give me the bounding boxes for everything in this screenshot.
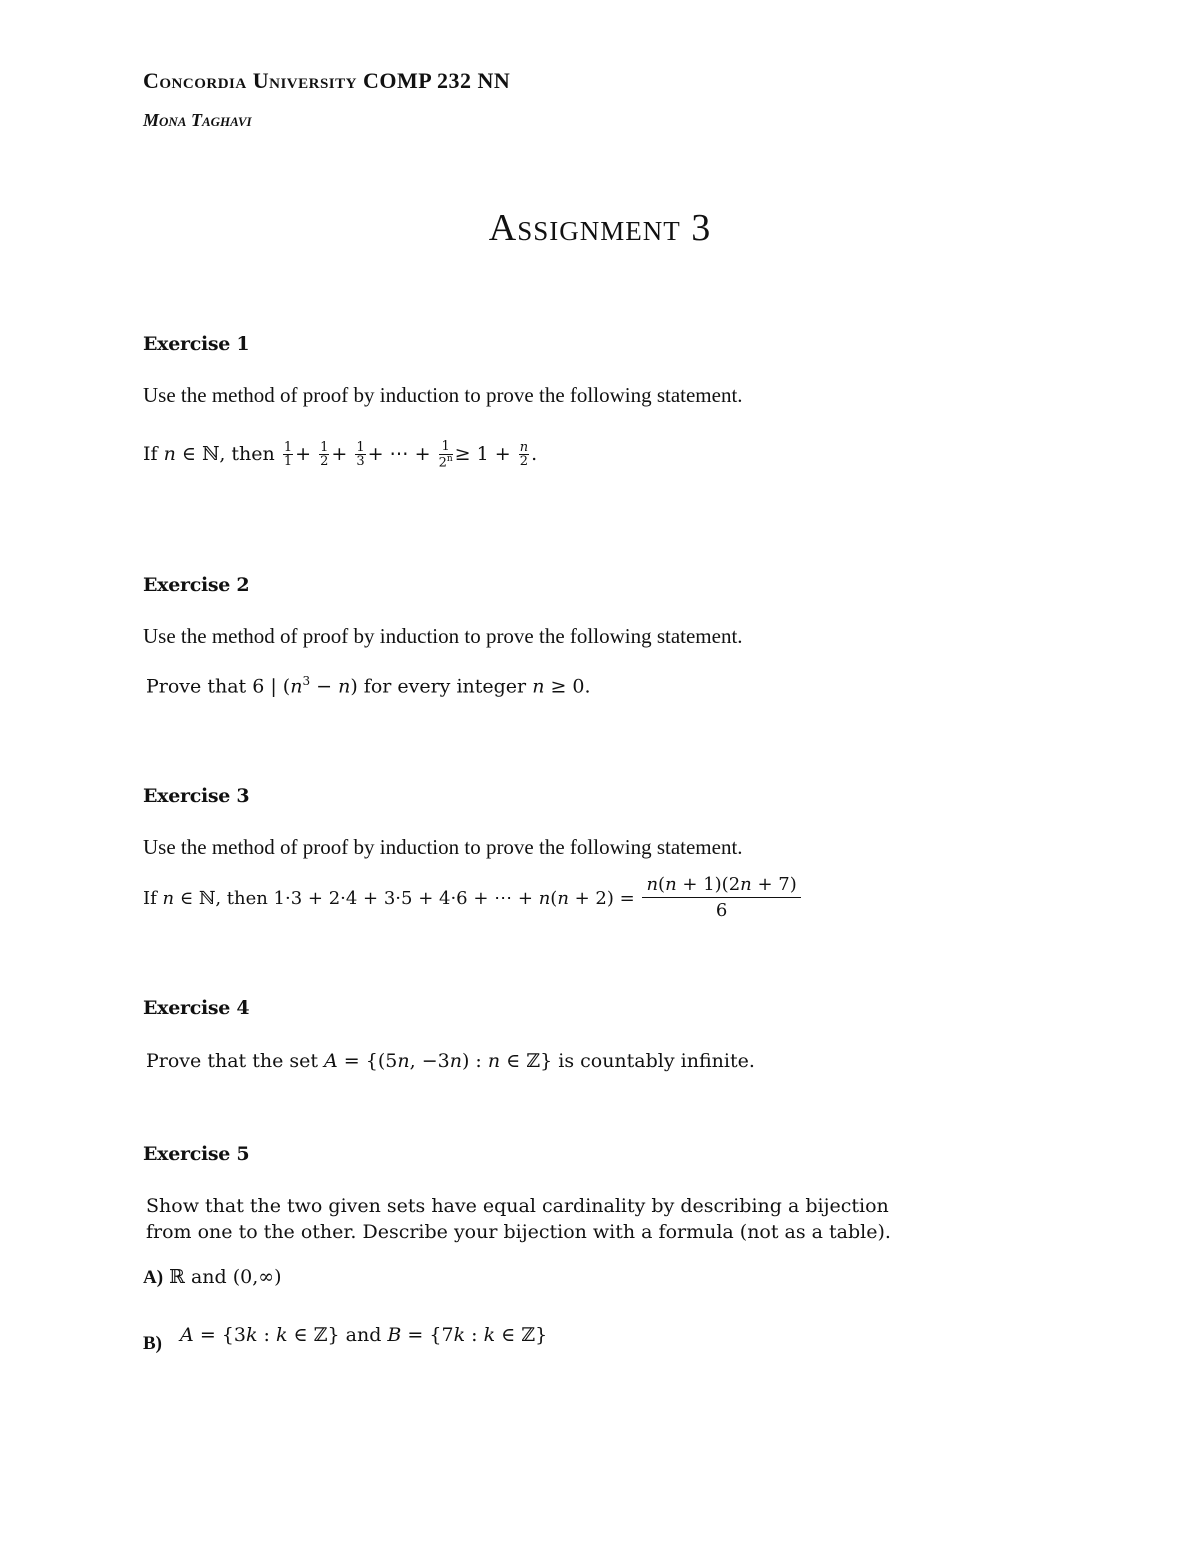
exercise-5-option-b [143,1324,548,1354]
exercise-2-heading: Exercise 2 [143,574,250,596]
fraction: $\frac{n}{2}$ [519,439,529,470]
exercise-3-fraction: $\frac{n(n + 1)(2n + 7)}{6}$ [642,876,800,921]
exercise-2-statement: Prove that 6 | $(n^3 - n)$ for every integer n ≥ 0. [146,674,591,698]
exercise-4-statement: Prove that the set A = {(5n, −3n) : n ∈ ℤ} is countably infinite. [146,1050,755,1072]
exercise-5-paragraph-line2: from one to the other. Describe your bijection with a formula (not as a table). [146,1221,891,1243]
fraction: $\frac{1}{2}$ [320,439,329,470]
option-a-text: ℝ and (0,∞) [169,1266,282,1288]
fraction: $\frac{1}{1}$ [283,439,293,470]
exercise-5-paragraph-line1: Show that the two given sets have equal cardinality by describing a bijection [146,1195,889,1217]
exercise-2-instruction: Use the method of proof by induction to prove the following statement. [143,624,743,648]
course-header: Concordia University COMP 232 NN [143,68,511,93]
exercise-1-statement [143,440,537,470]
option-a-label: A) [143,1267,164,1288]
exercise-3-instruction: Use the method of proof by induction to prove the following statement. [143,835,743,859]
exercise-1-heading: Exercise 1 [143,333,250,355]
author-name: Mona Taghavi [143,110,252,130]
option-b-text: A = {3k : k ∈ ℤ} and B = {7k : k ∈ ℤ} [180,1324,548,1346]
option-b-label: B) [143,1333,162,1354]
exercise-5-heading: Exercise 5 [143,1143,250,1165]
fraction: $\frac{1}{3}$ [356,439,365,470]
exercise-3-heading: Exercise 3 [143,785,250,807]
document-title [0,206,1200,250]
fraction: $\frac{1}{2^n}$ [438,439,453,470]
exercise-3-statement: If n ∈ ℕ, then 1·3 + 2·4 + 3·5 + 4·6 + ⋯ + n(n + 2) = $\frac{n(n + 1)(2n + 7)}{6}$ [143,876,803,921]
exercise-1-instruction: Use the method of proof by induction to prove the following statement. [143,383,743,407]
document-title-text: Assignment 3 [488,207,712,249]
exercise-5-option-a [143,1266,282,1289]
exercise-1-statement-text: If n ∈ ℕ, then $\frac{1}{1}$ + $\frac{1}{2}$ + $\frac{1}{3}$ + ⋯ + $\frac{1}{2^n}$ ≥ 1 + $\frac{n}{2}$ . [143,439,538,470]
exercise-4-heading: Exercise 4 [143,997,250,1019]
exercise-5-paragraph [146,1193,946,1245]
